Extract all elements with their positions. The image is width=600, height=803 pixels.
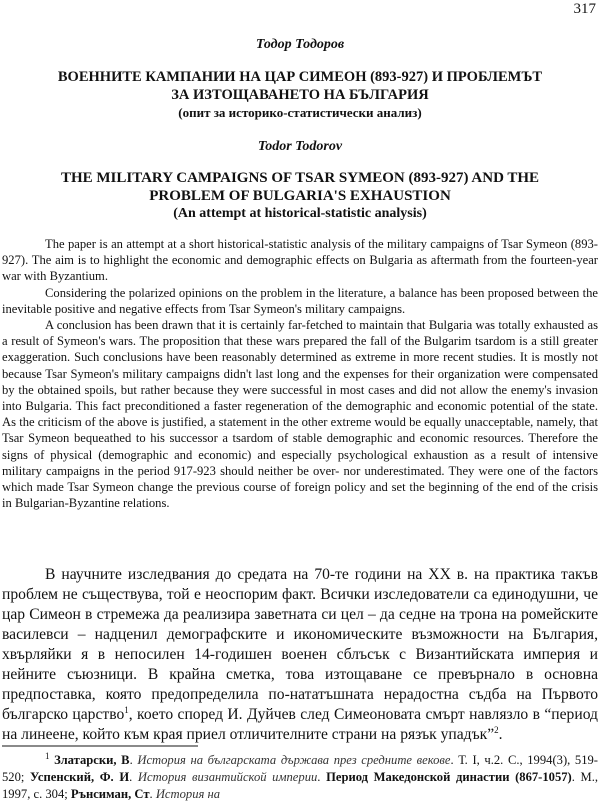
body-text (2, 565, 598, 745)
page-number: 317 (573, 1, 596, 17)
footnote-ref-2[interactable]: 2 (494, 724, 499, 735)
footnote-ref-1[interactable]: 1 (124, 704, 129, 715)
footnote-1 (2, 752, 598, 803)
abstract (2, 236, 598, 511)
title-en-line1: THE MILITARY CAMPAIGNS OF TSAR SYMEON (893-927) AND THE (60, 170, 540, 186)
author-bg: Тодор Тодоров (255, 37, 345, 52)
footnote-citation: . Т. I, ч.2. С., 1994(3), 519-520; (2, 753, 598, 784)
footnote-separator-text: . (149, 787, 156, 801)
footnote-author: Златарски, В (54, 753, 130, 767)
title-bg-line2: ЗА ИЗТОЩАВАНЕТО НА БЪЛГАРИЯ (171, 87, 429, 103)
title-bg-line1: ВОЕННИТЕ КАМПАНИИ НА ЦАР СИМЕОН (893-927) И ПРОБЛЕМЪТ (57, 69, 543, 85)
footnote-separator-text: . (129, 753, 138, 767)
author-en: Todor Todorov (257, 139, 343, 154)
body-text-part2: , което според И. Дуйчев след Симеоновата смърт навлязло в “период на линеене, който към края приел отличителните страни на рязък упадък” (2, 706, 598, 743)
body-paragraph (2, 565, 598, 745)
body-text-part1: В научните изследвания до средата на 70-те години на XX в. на практика такъв проблем не съществува, той е неоспорим факт. Всички изследователи са единодушни, че цар Симеон в стремежа да реализира заветната си цел – да седне на трона на ромейските василевси – надценил демографските и икономическите възможности на България, хвърляйки я в непосилен 14-годишен военен сблъсък с Византийската империя и нейните съюзници. В крайна сметка, това изтощаване се превърнало в основна предпоставка, която предопределила по-нататъшната нерадостна съдба на Първото българско царство (2, 566, 598, 723)
footnote-work-title: История на българската държава през средните векове (137, 753, 451, 767)
footnote-separator-text: . (129, 770, 138, 784)
footnote-separator (2, 745, 198, 747)
footnote-work-subtitle: Период Македонской династии (867-1057) (326, 770, 572, 784)
footnote-work-title: История на (155, 787, 221, 801)
abstract-paragraph: A conclusion has been drawn that it is certainly far-fetched to maintain that Bulgaria was totally exhausted as a result of Symeon's wars. The proposition that these wars prepared the fall of the Bulgarim tsardom is a still greater exaggeration. Such conclusions have been reasonably determined as extreme in more recent studies. It is mostly not because Tsar Symeon's military campaigns didn't last long and the expenses for their organization were compensated by the obtained spoils, but rather because they were successful in most cases and did not allow the enemy's invasion into Bulgaria. This fact preconditioned a faster regeneration of the demographic and economic potential of the state. As the criticism of the above is justified, a statement in the other extreme would be equally unacceptable, namely, that Tsar Symeon bequeathed to his successor a tsardom of stable demographic and economic resources. Therefore the signs of physical (demographic and economic) and especially psychological exhaustion as a result of intensive military campaigns in the period 917-923 should neither be over- nor underestimated. They were one of the factors which made Tsar Symeon change the previous course of foreign policy and set the beginning of the end of the crisis in Bulgarian-Byzantine relations. (2, 318, 598, 511)
abstract-paragraph: Considering the polarized opinions on the problem in the literature, a balance has been proposed between the inevitable positive and negative effects from Tsar Symeon's military campaigns. (2, 285, 598, 316)
title-en-line2: PROBLEM OF BULGARIA'S EXHAUSTION (149, 188, 451, 204)
abstract-paragraph: The paper is an attempt at a short historical-statistic analysis of the military campaigns of Tsar Symeon (893-927). The aim is to highlight the economic and demographic effects on Bulgaria as aftermath from the fourteen-year war with Byzantium. (2, 237, 598, 284)
footnote-author: Успенский, Ф. И (30, 770, 130, 784)
footnote-work-title: История византийской империи (137, 770, 318, 784)
footnote-marker: 1 (45, 750, 50, 761)
body-text-end: . (498, 726, 503, 743)
footnote-citation: . М., 1997, с. 304; (2, 770, 599, 801)
subtitle-en: (An attempt at historical-statistic analysis) (173, 206, 427, 221)
subtitle-bg: (опит за историко-статистически анализ) (178, 105, 422, 120)
footnote-separator-text: . (317, 770, 327, 784)
footnote-author: Рънсиман, Ст (70, 787, 150, 801)
footnotes (2, 752, 598, 803)
